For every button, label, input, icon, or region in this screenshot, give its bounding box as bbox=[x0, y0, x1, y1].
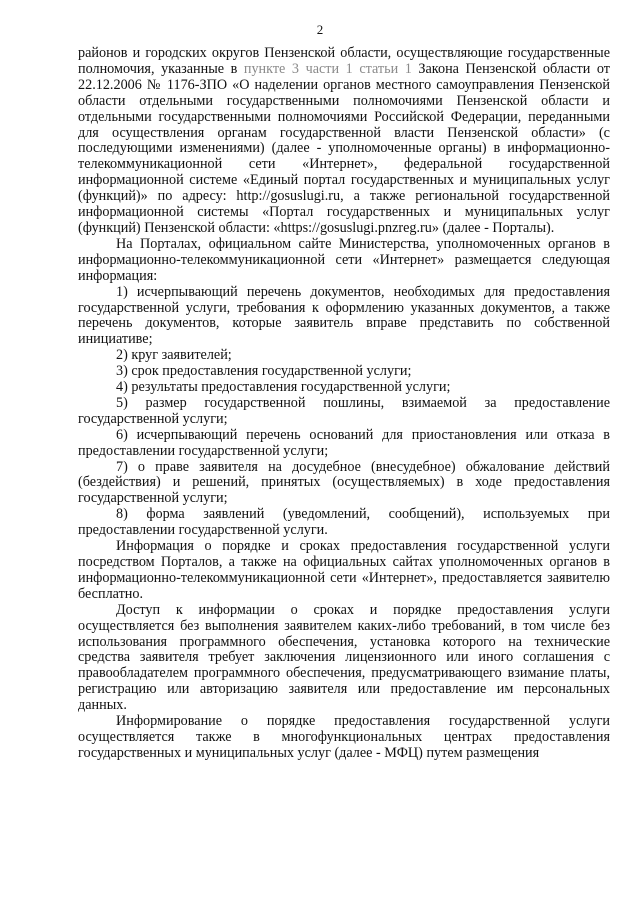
list-item: 7) о праве заявителя на досудебное (внесудебное) обжалование действий (бездействия) и решений, принятых (осуществляемых) в ходе предоставления государственной услуги; bbox=[78, 458, 610, 507]
list-item: 2) круг заявителей; bbox=[116, 347, 232, 364]
paragraph-free-of-charge: Информация о порядке и сроках предоставления государственной услуги посредством Порталов, а также на официальных сайтах уполномоченных органов в информационно-телекоммуникационной сети «Интернет», предоставляется заявителю бесплатно. bbox=[78, 538, 610, 602]
list-item: 8) форма заявлений (уведомлений, сообщений), используемых при предоставлении государственной услуги. bbox=[78, 506, 610, 539]
paragraph-mfc-informing: Информирование о порядке предоставления государственной услуги осуществляется также в многофункциональных центрах предоставления государственных и муниципальных услуг (далее - МФЦ) путем размещения bbox=[78, 713, 610, 761]
list-item: 5) размер государственной пошлины, взимаемой за предоставление государственной услуги; bbox=[78, 394, 610, 427]
list-item: 1) исчерпывающий перечень документов, необходимых для предоставления государственной услуги, требования к оформлению указанных документов, а также перечень документов, которые заявитель вправе представить по собственной инициативе; bbox=[78, 283, 610, 348]
document-body bbox=[78, 46, 610, 762]
law-reference-link[interactable]: пункте 3 части 1 статьи 1 bbox=[243, 60, 412, 77]
paragraph-text: районов и городских округов Пензенской области, осуществляющие государственные полномочия, указанные в bbox=[78, 45, 610, 77]
list-item: 3) срок предоставления государственной услуги; bbox=[116, 363, 412, 380]
list-item: 4) результаты предоставления государственной услуги; bbox=[116, 379, 451, 396]
paragraph-portals-info: На Порталах, официальном сайте Министерства, уполномоченных органов в информационно-телекоммуникационной сети «Интернет» размещается следующая информация: bbox=[78, 235, 610, 284]
paragraph-continuation bbox=[78, 46, 610, 237]
list-item: 6) исчерпывающий перечень оснований для приостановления или отказа в предоставлении государственной услуги; bbox=[78, 426, 610, 459]
page-number: 2 bbox=[316, 22, 324, 37]
paragraph-text: Закона Пензенской области от 22.12.2006 № 1176-ЗПО «О наделении органов местного самоуправления Пензенской области отдельными государственными полномочиями Пензенской области и отдельными государственными полномочиями Российской Федерации, переданными для осуществления органам государственной власти Пензенской области» (с последующими изменениями) (далее - уполномоченные органы) в информационно-телекоммуникационной сети «Интернет», федеральной государственной информационной системе «Единый портал государственных и муниципальных услуг (функций)» по адресу: http://gosuslugi.ru, а также региональной государственной информационной системы «Портал государственных и муниципальных услуг (функций) Пензенской области: «https://gosuslugi.pnzreg.ru» (далее - Порталы). bbox=[78, 60, 610, 236]
paragraph-access-conditions: Доступ к информации о сроках и порядке предоставления услуги осуществляется без выполнения заявителем каких-либо требований, в том числе без использования программного обеспечения, установка которого на технические средства заявителя требует заключения лицензионного или иного соглашения с правообладателем программного обеспечения, предусматривающего взимание платы, регистрацию или авторизацию заявителя или предоставление им персональных данных. bbox=[78, 601, 610, 714]
